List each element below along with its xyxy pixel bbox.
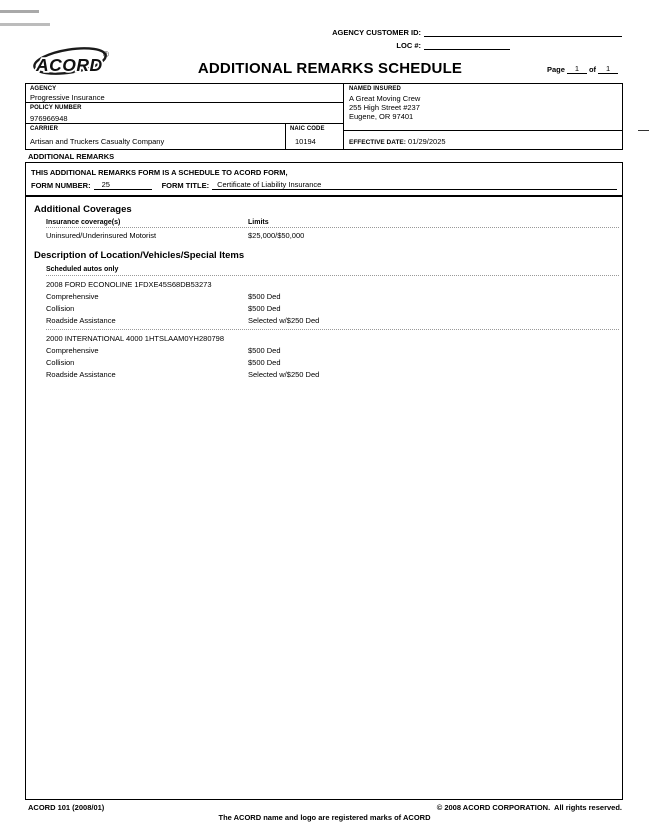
carrier-label: CARRIER [30, 126, 59, 132]
form-id-footer: ACORD 101 (2008/01) [28, 803, 105, 812]
description-heading: Description of Location/Vehicles/Special Items [34, 250, 245, 261]
agency-customer-id-field[interactable] [424, 28, 622, 37]
additional-remarks-label: ADDITIONAL REMARKS [28, 152, 115, 161]
vehicle-coverage-name: Comprehensive [46, 346, 99, 355]
policy-number-value: 976966948 [30, 114, 68, 123]
page-total: 1 [598, 64, 618, 74]
carrier-cell [26, 124, 285, 150]
loc-number-field[interactable] [424, 41, 510, 50]
form-title: ADDITIONAL REMARKS SCHEDULE [197, 60, 463, 77]
vehicle-title: 2000 INTERNATIONAL 4000 1HTSLAAM0YH280798 [46, 334, 225, 343]
vehicle-coverage-value: $500 Ded [248, 304, 281, 313]
policy-number-cell [26, 103, 343, 124]
named-insured-cell [343, 84, 622, 131]
schedule-note: THIS ADDITIONAL REMARKS FORM IS A SCHEDULE TO ACORD FORM, [31, 168, 288, 177]
agency-customer-id-label: AGENCY CUSTOMER ID: [332, 28, 421, 37]
acord-logo [32, 44, 114, 82]
policy-number-label: POLICY NUMBER [30, 105, 82, 111]
loc-number-row [280, 41, 510, 50]
coverage-row [46, 228, 619, 240]
named-insured-address [349, 94, 420, 121]
scan-artifact-bar [0, 23, 50, 26]
agency-label: AGENCY [30, 86, 57, 92]
form-number-label: FORM NUMBER: [31, 181, 91, 190]
effective-date-value: 01/29/2025 [408, 137, 446, 146]
vehicle-coverage-row [46, 301, 619, 313]
acord-logo-swoosh-icon [32, 44, 114, 82]
coverage-name: Uninsured/Underinsured Motorist [46, 231, 157, 240]
naic-code-value: 10194 [295, 137, 316, 146]
page-label: Page [547, 65, 565, 74]
agency-cell [26, 84, 343, 103]
scan-artifact-line [638, 130, 649, 131]
page-number: 1 [567, 64, 587, 74]
form-title-field[interactable]: Certificate of Liability Insurance [212, 180, 617, 190]
vehicle-coverage-row [46, 289, 619, 301]
vehicle-coverage-name: Roadside Assistance [46, 370, 116, 379]
vehicle-coverage-name: Comprehensive [46, 292, 99, 301]
carrier-value: Artisan and Truckers Casualty Company [30, 137, 165, 146]
scheduled-autos-label: Scheduled autos only [46, 266, 619, 276]
vehicle-coverage-value: $500 Ded [248, 358, 281, 367]
loc-number-label: LOC #: [396, 41, 421, 50]
insured-name: A Great Moving Crew [349, 94, 421, 103]
naic-code-label: NAIC CODE [290, 126, 325, 132]
schedule-reference-box [25, 162, 623, 196]
vehicle-coverage-name: Roadside Assistance [46, 316, 116, 325]
trademark-footer: The ACORD name and logo are registered marks of ACORD [218, 813, 431, 822]
page-indicator [547, 64, 620, 74]
coverage-table-header [46, 219, 619, 228]
named-insured-label: NAMED INSURED [349, 86, 401, 92]
limits-column-header: Limits [248, 219, 269, 226]
coverage-limit: $25,000/$50,000 [248, 231, 305, 240]
vehicle-coverage-row [46, 367, 619, 379]
vehicle-coverage-name: Collision [46, 304, 75, 313]
agency-customer-id-row [280, 28, 622, 37]
effective-date-cell [343, 131, 622, 150]
insured-city-state-zip: Eugene, OR 97401 [349, 112, 414, 121]
copyright-footer: © 2008 ACORD CORPORATION. All rights reserved. [436, 803, 622, 812]
of-label: of [588, 65, 597, 74]
vehicle-coverage-name: Collision [46, 358, 75, 367]
effective-date-label: EFFECTIVE DATE: [349, 139, 406, 146]
vehicle-coverage-row [46, 313, 619, 325]
vehicle-coverage-value: $500 Ded [248, 292, 281, 301]
coverage-column-header: Insurance coverage(s) [46, 219, 121, 226]
agency-value: Progressive Insurance [30, 93, 105, 102]
form-title-label: FORM TITLE: [161, 181, 210, 190]
registered-mark-icon: ® [103, 50, 109, 59]
vehicle-coverage-value: $500 Ded [248, 346, 281, 355]
form-reference-row [31, 180, 617, 190]
remarks-content-box [25, 196, 623, 800]
vehicle-coverage-value: Selected w/$250 Ded [248, 370, 320, 379]
vehicle-coverage-row [46, 355, 619, 367]
insured-street: 255 High Street #237 [349, 103, 420, 112]
vehicle-coverage-row [46, 343, 619, 355]
scan-artifact-bar [0, 10, 39, 13]
form-number-field[interactable]: 25 [94, 180, 152, 190]
vehicle-coverage-value: Selected w/$250 Ded [248, 316, 320, 325]
acord-logo-text: ACORD [36, 55, 103, 75]
vehicle-title: 2008 FORD ECONOLINE 1FDXE45S68DB53273 [46, 280, 212, 289]
policy-info-grid [25, 83, 623, 150]
additional-coverages-heading: Additional Coverages [34, 204, 132, 215]
naic-code-cell [285, 124, 343, 150]
